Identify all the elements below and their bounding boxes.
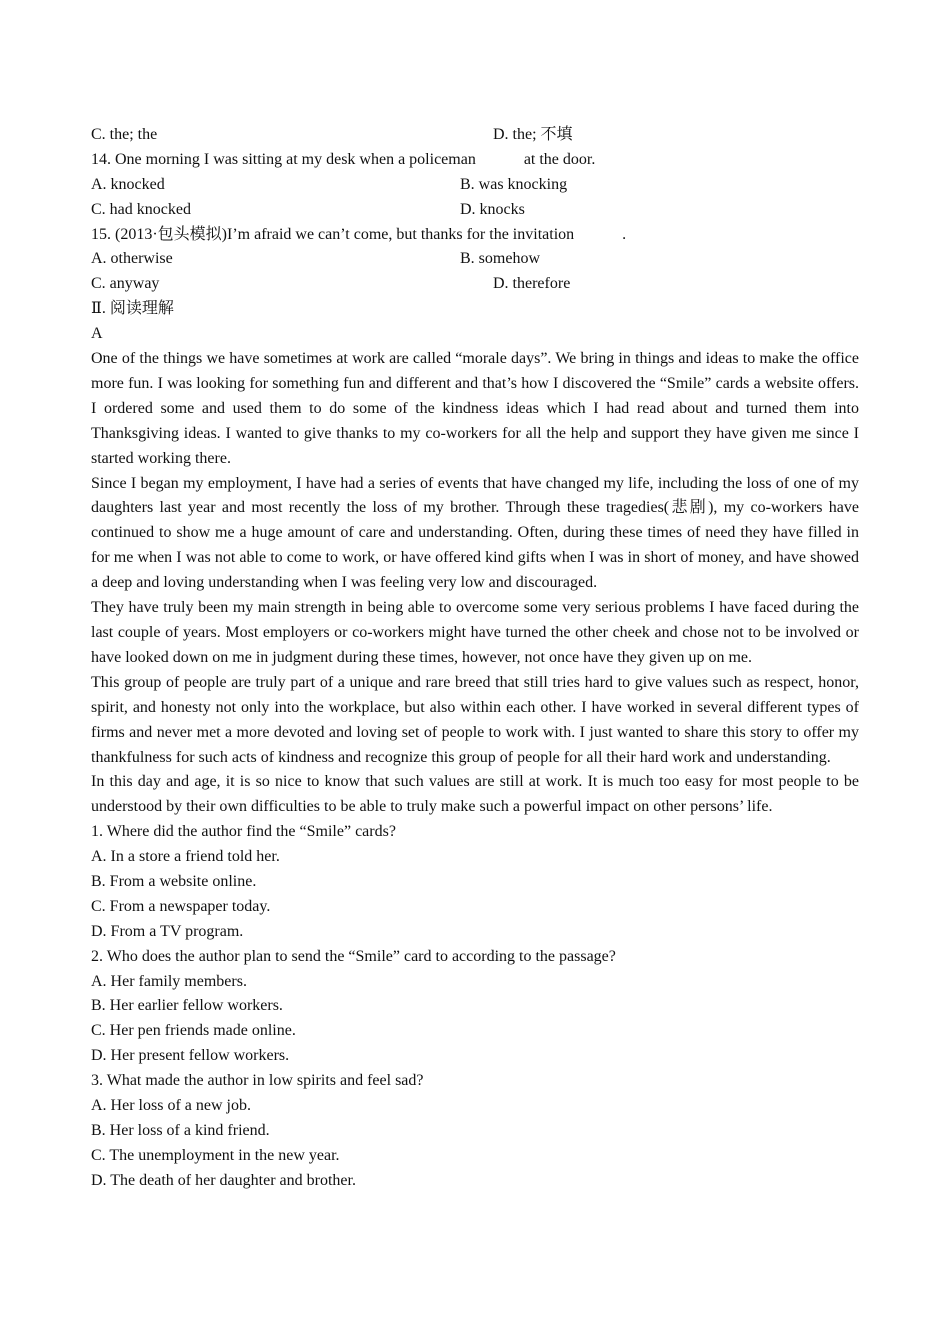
q14-options-row-1: [91, 173, 859, 198]
question-option: D. From a TV program.: [91, 922, 244, 940]
passage-paragraph: They have truly been my main strength in being able to overcome some very serious problems I have faced during the last couple of years. Most employers or co-workers might have turned the other cheek and chose not to be involved or have looked down on me in judgment during these times, however, not once have they given up on me.: [91, 599, 859, 666]
question-option: B. From a website online.: [91, 873, 257, 891]
q14-option-d: D. knocks: [460, 200, 525, 218]
question-option: A. Her loss of a new job.: [91, 1097, 251, 1115]
q15-options-row-2: [91, 272, 859, 297]
passage-label: A: [91, 325, 103, 343]
q15-option-c: C. anyway: [91, 275, 160, 293]
document-page: [91, 123, 859, 1194]
q14-option-a: A. knocked: [91, 175, 165, 193]
question-option: D. The death of her daughter and brother.: [91, 1171, 356, 1189]
question-option: A. In a store a friend told her.: [91, 848, 280, 866]
passage-paragraph: Since I began my employment, I have had a series of events that have changed my life, including the loss of one of my daughters last year and most recently the loss of my brother. Through these tragedies(悲剧), my co-workers have continued to show me a huge amount of care and understanding. Often, during these times of need they have filled in for me when I was not able to come to work, or have offered kind gifts when I was in short of money, and have showed a deep and loving understanding when I was feeling very low and discouraged.: [91, 474, 859, 592]
question-option: C. Her pen friends made online.: [91, 1022, 296, 1040]
q13-options-row-2: [91, 123, 859, 148]
q15-option-a: A. otherwise: [91, 250, 173, 268]
q14-option-b: B. was knocking: [460, 175, 568, 193]
section-title: Ⅱ. 阅读理解: [91, 300, 174, 318]
q15-options-row-1: [91, 247, 859, 272]
question-stem: 1. Where did the author find the “Smile” cards?: [91, 823, 396, 841]
question-option: B. Her earlier fellow workers.: [91, 997, 283, 1015]
question-stem: 2. Who does the author plan to send the “Smile” card to according to the passage?: [91, 947, 616, 965]
q14-stem-before: 14. One morning I was sitting at my desk when a policeman: [91, 150, 476, 168]
q13-option-d: D. the; 不填: [493, 126, 573, 143]
q14-option-c: C. had knocked: [91, 200, 191, 218]
q14-options-row-2: [91, 198, 859, 223]
q14-stem: [91, 148, 859, 173]
q15-stem-before: 15. (2013·包头模拟)I’m afraid we can’t come, but thanks for the invitation: [91, 225, 575, 243]
question-option: C. The unemployment in the new year.: [91, 1146, 340, 1164]
question-option: A. Her family members.: [91, 972, 247, 990]
q15-option-d: D. therefore: [493, 275, 571, 293]
q15-stem: [91, 223, 859, 248]
q14-stem-after: at the door.: [523, 150, 596, 168]
passage-paragraph: In this day and age, it is so nice to know that such values are still at work. It is much too easy for most people to be understood by their own difficulties to be able to truly make such a powerful impact on other persons’ life.: [91, 773, 859, 816]
question-option: D. Her present fellow workers.: [91, 1047, 290, 1065]
passage-paragraph: One of the things we have sometimes at work are called “morale days”. We bring in things and ideas to make the office more fun. I was looking for something fun and different and that’s how I discovered the “Smile” cards a website offers. I ordered some and used them to do some of the kindness ideas which I had read about and turned them into Thanksgiving ideas. I wanted to give thanks to my co-workers for all the help and support they have given me since I started working there.: [91, 350, 859, 467]
question-option: B. Her loss of a kind friend.: [91, 1121, 270, 1139]
q15-stem-after: .: [622, 225, 627, 243]
q13-option-c: C. the; the: [91, 126, 158, 143]
passage-paragraph: This group of people are truly part of a unique and rare breed that still tries hard to give values such as respect, honor, spirit, and honesty not only into the workplace, but also within each other. I have worked in several different types of firms and never met a more devoted and loving set of people to work with. I just wanted to share this story to offer my thankfulness for such acts of kindness and recognize this group of people for all their hard work and understanding.: [91, 673, 859, 766]
question-stem: 3. What made the author in low spirits and feel sad?: [91, 1072, 424, 1090]
question-option: C. From a newspaper today.: [91, 897, 271, 915]
q15-option-b: B. somehow: [460, 250, 540, 268]
